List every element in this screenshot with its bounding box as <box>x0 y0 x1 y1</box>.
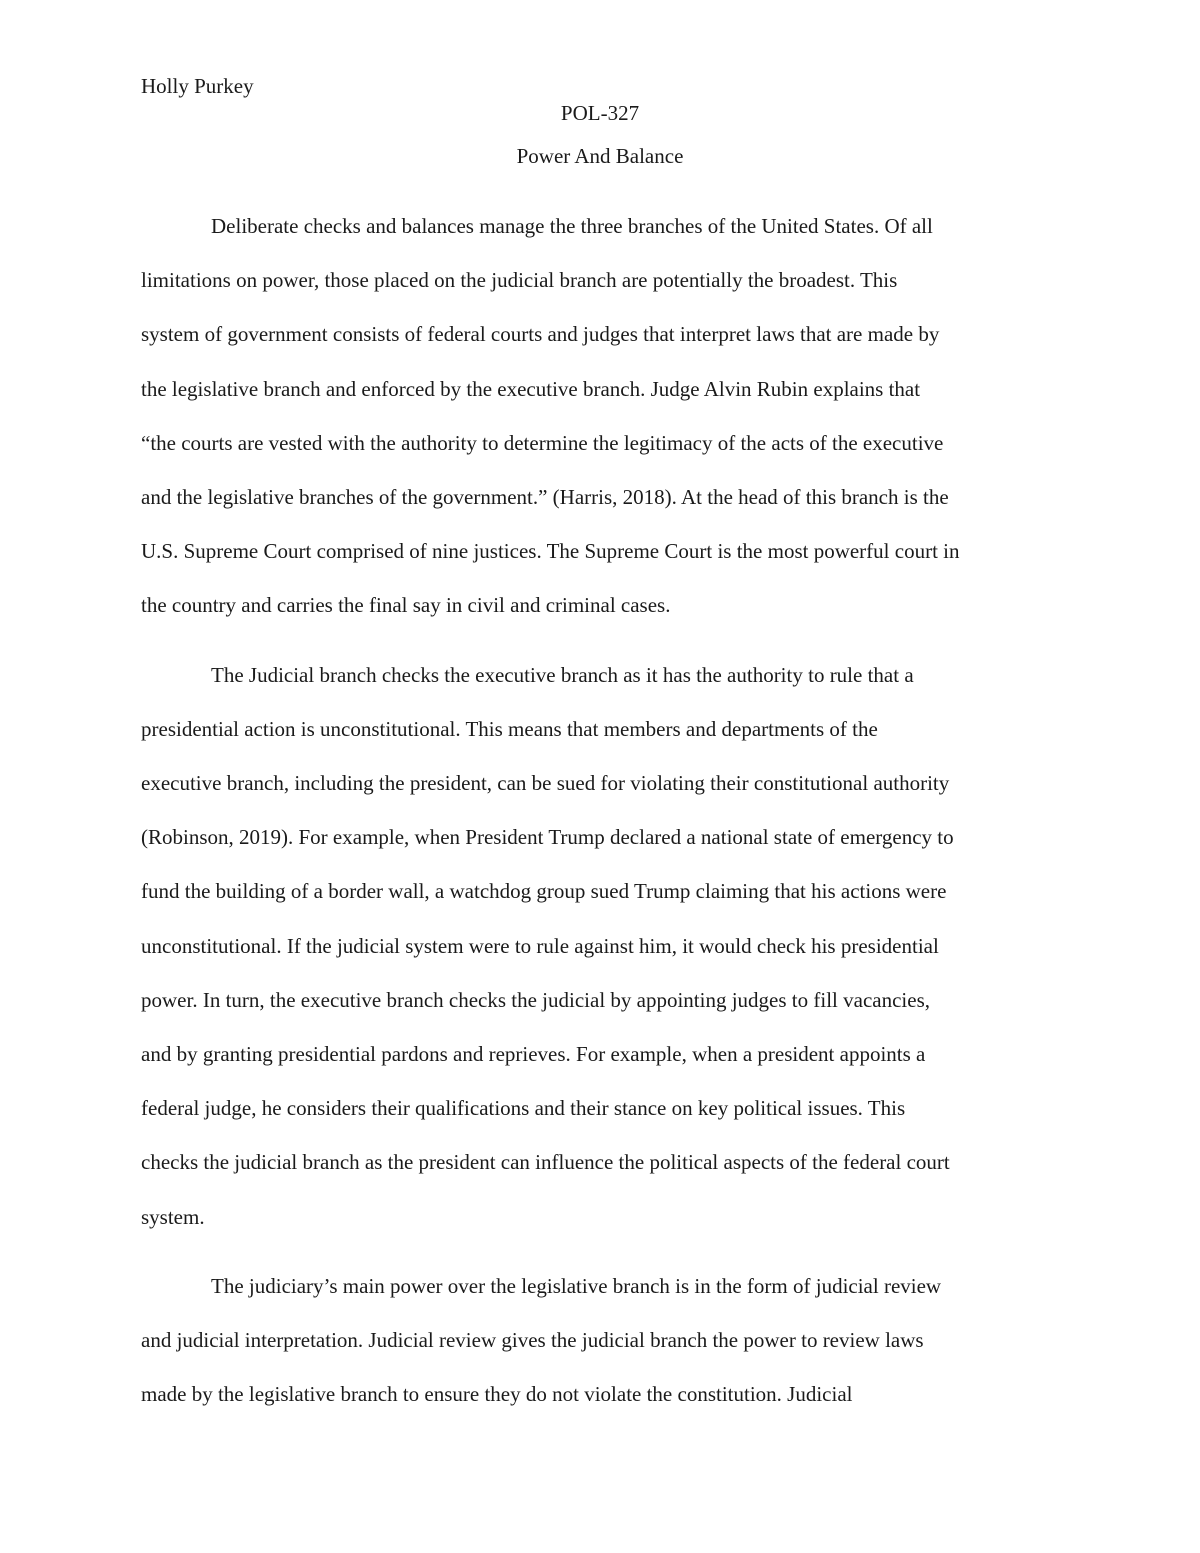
text-line: The Judicial branch checks the executive branch as it has the authority to rule that a <box>211 662 914 687</box>
text-line: (Robinson, 2019). For example, when President Trump declared a national state of emergency to <box>141 825 954 850</box>
text-line: presidential action is unconstitutional. This means that members and departments of the <box>141 716 878 741</box>
text-line: system of government consists of federal courts and judges that interpret laws that are made by <box>141 322 940 347</box>
text-line: fund the building of a border wall, a watchdog group sued Trump claiming that his actions were <box>141 879 947 904</box>
text-line: “the courts are vested with the authority to determine the legitimacy of the acts of the executive <box>141 430 944 455</box>
course-code: POL-327 <box>560 101 640 125</box>
author-name: Holly Purkey <box>141 74 254 98</box>
text-line: Deliberate checks and balances manage the three branches of the United States. Of all <box>211 214 933 238</box>
text-line: the country and carries the final say in civil and criminal cases. <box>141 593 671 618</box>
essay-body <box>141 199 1071 1436</box>
text-line: limitations on power, those placed on the judicial branch are potentially the broadest. This <box>141 268 898 293</box>
text-line: unconstitutional. If the judicial system were to rule against him, it would check his presidential <box>141 933 939 958</box>
essay-title: Power And Balance <box>516 144 684 168</box>
paragraph <box>141 199 1071 633</box>
text-line: and judicial interpretation. Judicial review gives the judicial branch the power to review laws <box>141 1328 924 1353</box>
text-line: federal judge, he considers their qualifications and their stance on key political issues. This <box>141 1096 906 1121</box>
paragraph <box>141 1259 1071 1422</box>
text-line: power. In turn, the executive branch checks the judicial by appointing judges to fill vacancies, <box>141 987 930 1012</box>
text-line: the legislative branch and enforced by the executive branch. Judge Alvin Rubin explains that <box>141 376 921 401</box>
text-line: made by the legislative branch to ensure they do not violate the constitution. Judicial <box>141 1382 853 1407</box>
text-line: and by granting presidential pardons and reprieves. For example, when a president appoints a <box>141 1042 926 1067</box>
text-line: checks the judicial branch as the president can influence the political aspects of the federal court <box>141 1150 950 1175</box>
text-line: The judiciary’s main power over the legislative branch is in the form of judicial review <box>211 1273 942 1298</box>
paragraph <box>141 648 1071 1244</box>
text-line: system. <box>141 1204 205 1229</box>
text-line: executive branch, including the president, can be sued for violating their constitutional authority <box>141 771 950 796</box>
text-line: U.S. Supreme Court comprised of nine justices. The Supreme Court is the most powerful court in <box>141 539 960 564</box>
text-line: and the legislative branches of the government.” (Harris, 2018). At the head of this branch is the <box>141 485 949 510</box>
